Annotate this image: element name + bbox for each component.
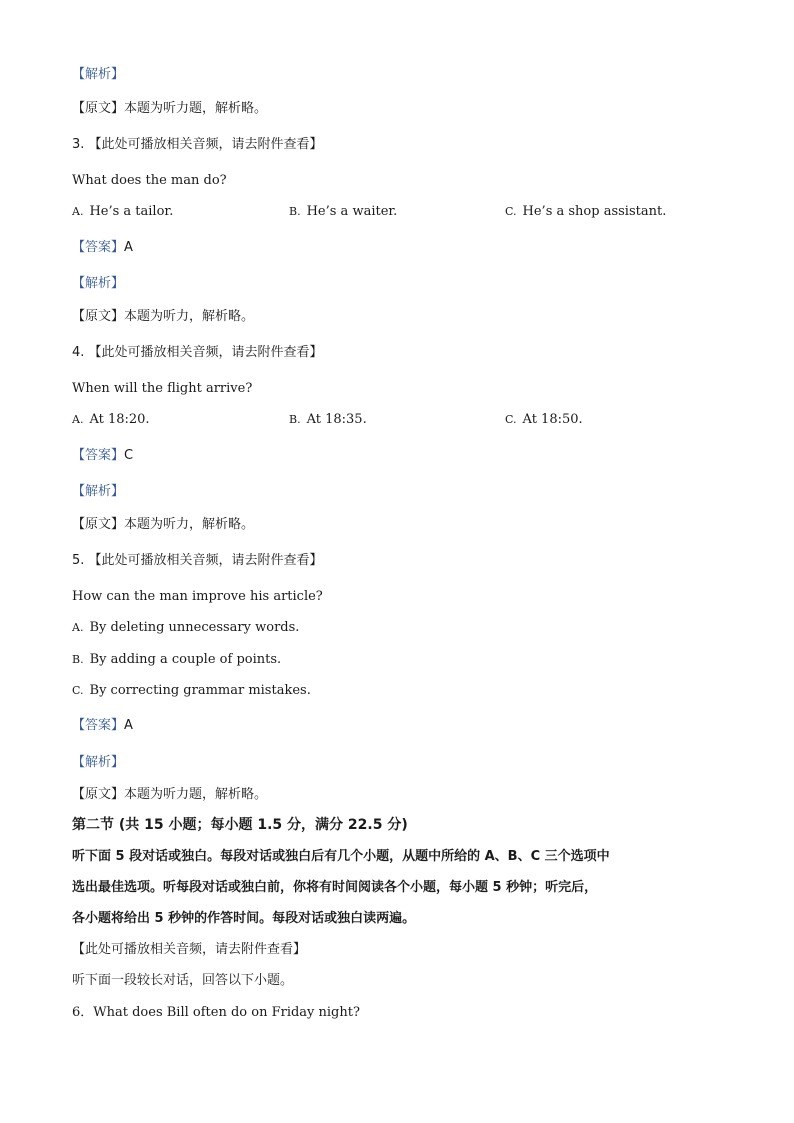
q5-jiexi: 【解析】 [72, 755, 125, 770]
section2-instr-1: 听下面 5 段对话或独白。每段对话或独白后有几个小题，从题中所给的 A、B、C 三个选项中 [72, 849, 610, 864]
q3-option-a: A. He’s a tailor. [72, 204, 174, 219]
q4-option-c: C. At 18:50. [505, 412, 583, 427]
q3-header: 3. 【此处可播放相关音频，请去附件查看】 [72, 137, 323, 152]
q5-header: 5. 【此处可播放相关音频，请去附件查看】 [72, 553, 323, 568]
q5-option-b: B. By adding a couple of points. [72, 652, 282, 667]
q3-answer: 【答案】A [72, 240, 133, 255]
q3-yuanwen: 【原文】本题为听力，解析略。 [72, 309, 255, 324]
section2-audio: 【此处可播放相关音频，请去附件查看】 [72, 942, 307, 957]
section2-intro: 听下面一段较长对话，回答以下小题。 [72, 973, 294, 988]
q3-option-c: C. He’s a shop assistant. [505, 204, 667, 219]
q3-option-b: B. He’s a waiter. [289, 204, 398, 219]
q4-jiexi: 【解析】 [72, 484, 125, 499]
q3-question: What does the man do? [72, 173, 227, 188]
yuanwen-line-0: 【原文】本题为听力题，解析略。 [72, 101, 268, 116]
section2-instr-3: 各小题将给出 5 秒钟的作答时间。每段对话或独白读两遍。 [72, 911, 416, 926]
q4-header: 4. 【此处可播放相关音频，请去附件查看】 [72, 345, 323, 360]
q5-yuanwen: 【原文】本题为听力题，解析略。 [72, 787, 268, 802]
q5-answer: 【答案】A [72, 718, 133, 733]
q4-question: When will the flight arrive? [72, 381, 253, 396]
q6-question: 6．What does Bill often do on Friday night? [72, 1005, 360, 1020]
q4-option-b: B. At 18:35. [289, 412, 367, 427]
q4-answer: 【答案】C [72, 448, 134, 463]
section2-title: 第二节 (共 15 小题；每小题 1.5 分，满分 22.5 分) [72, 817, 408, 833]
q5-option-a: A. By deleting unnecessary words. [72, 620, 300, 635]
q5-option-c: C. By correcting grammar mistakes. [72, 683, 311, 698]
section2-instr-2: 选出最佳选项。听每段对话或独白前，你将有时间阅读各个小题，每小题 5 秒钟；听完后， [72, 880, 598, 895]
q3-jiexi: 【解析】 [72, 276, 125, 291]
q5-question: How can the man improve his article? [72, 589, 323, 604]
q4-option-a: A. At 18:20. [72, 412, 150, 427]
q4-yuanwen: 【原文】本题为听力，解析略。 [72, 517, 255, 532]
jiexi-label-0: 【解析】 [72, 67, 125, 82]
